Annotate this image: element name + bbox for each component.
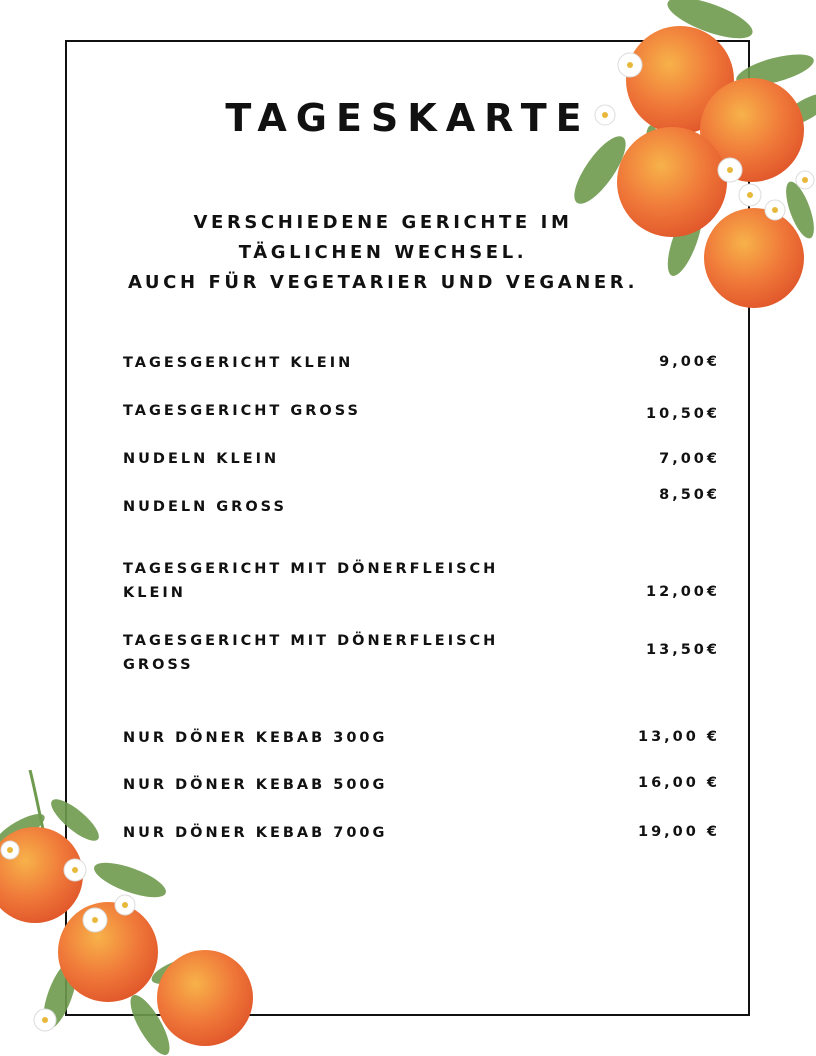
menu-item-name: NUDELN KLEIN xyxy=(123,451,280,467)
menu-item-name: TAGESGERICHT MIT DÖNERFLEISCH xyxy=(123,633,499,649)
menu-item-name: NUR DÖNER KEBAB 300G xyxy=(123,730,388,746)
menu-item-name-line-2: GROSS xyxy=(123,657,194,673)
orange-branch-bottom-left-icon xyxy=(0,770,260,1056)
menu-item-name: NUR DÖNER KEBAB 700G xyxy=(123,825,388,841)
menu-item-price: 16,00 € xyxy=(637,775,720,791)
menu-item-price: 12,00€ xyxy=(646,584,720,600)
subtitle-line-2: TÄGLICHEN WECHSEL. xyxy=(238,242,528,263)
menu-item-name: TAGESGERICHT GROSS xyxy=(123,403,361,419)
menu-item-name: NUDELN GROSS xyxy=(123,499,287,515)
menu-item-price: 7,00€ xyxy=(659,451,720,467)
menu-item-name: TAGESGERICHT MIT DÖNERFLEISCH xyxy=(123,561,499,577)
page-title: TAGESKARTE xyxy=(225,96,591,140)
menu-item-name-line-2: KLEIN xyxy=(123,585,186,601)
menu-item-price: 10,50€ xyxy=(646,406,720,422)
menu-item-name: TAGESGERICHT KLEIN xyxy=(123,355,354,371)
menu-item-price: 13,00 € xyxy=(637,729,720,745)
subtitle-line-3: AUCH FÜR VEGETARIER UND VEGANER. xyxy=(127,272,639,293)
subtitle-line-1: VERSCHIEDENE GERICHTE IM xyxy=(193,212,573,233)
menu-item-price: 8,50€ xyxy=(659,487,720,503)
menu-item-price: 19,00 € xyxy=(637,824,720,840)
orange-branch-top-right-icon xyxy=(560,0,816,310)
menu-item-price: 9,00€ xyxy=(659,354,720,370)
menu-item-price: 13,50€ xyxy=(646,642,720,658)
menu-item-name: NUR DÖNER KEBAB 500G xyxy=(123,777,388,793)
